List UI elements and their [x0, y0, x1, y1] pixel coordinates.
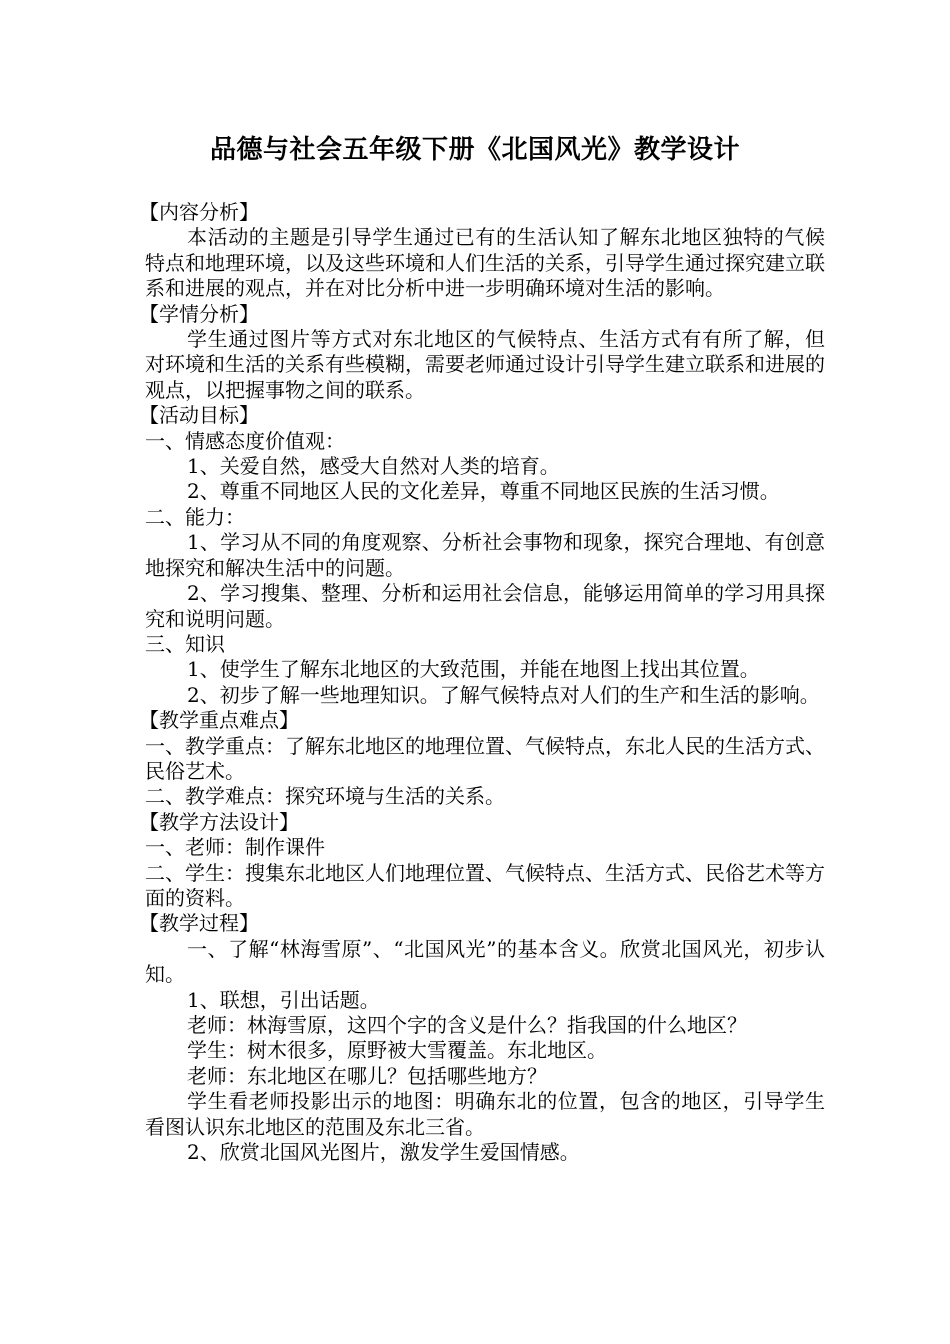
paragraph: 一、教学重点：了解东北地区的地理位置、气候特点，东北人民的生活方式、民俗艺术。 [145, 733, 825, 783]
paragraph: 老师：东北地区在哪儿？包括哪些地方？ [187, 1063, 547, 1088]
section-heading: 【教学方法设计】 [139, 809, 299, 834]
section-heading: 【学情分析】 [139, 301, 259, 326]
paragraph: 二、教学难点：探究环境与生活的关系。 [145, 784, 505, 809]
document-title: 品德与社会五年级下册《北国风光》教学设计 [209, 135, 740, 165]
paragraph: 学生看老师投影出示的地图：明确东北的位置，包含的地区，引导学生看图认识东北地区的范围及东北三省。 [145, 1089, 825, 1139]
paragraph: 学生：树木很多，原野被大雪覆盖。东北地区。 [187, 1038, 607, 1063]
paragraph: 1、联想，引出话题。 [187, 987, 380, 1012]
paragraph: 学生通过图片等方式对东北地区的气候特点、生活方式有有所了解，但对环境和生活的关系有些模糊，需要老师通过设计引导学生建立联系和进展的观点，以把握事物之间的联系。 [145, 327, 825, 402]
paragraph: 2、尊重不同地区人民的文化差异，尊重不同地区民族的生活习惯。 [187, 479, 780, 504]
paragraph: 2、欣赏北国风光图片，激发学生爱国情感。 [187, 1140, 580, 1165]
paragraph: 二、学生：搜集东北地区人们地理位置、气候特点、生活方式、民俗艺术等方面的资料。 [145, 860, 825, 910]
paragraph: 2、初步了解一些地理知识。了解气候特点对人们的生产和生活的影响。 [187, 682, 820, 707]
paragraph: 1、学习从不同的角度观察、分析社会事物和现象，探究合理地、有创意地探究和解决生活中的问题。 [145, 530, 825, 580]
paragraph: 一、情感态度价值观： [145, 428, 345, 453]
paragraph: 1、使学生了解东北地区的大致范围，并能在地图上找出其位置。 [187, 657, 760, 682]
document-body [139, 200, 825, 1165]
paragraph: 一、老师：制作课件 [145, 835, 325, 860]
section-heading: 【教学重点难点】 [139, 708, 299, 733]
paragraph: 2、学习搜集、整理、分析和运用社会信息，能够运用简单的学习用具探究和说明问题。 [145, 581, 825, 631]
section-heading: 【内容分析】 [139, 200, 259, 224]
paragraph: 老师：林海雪原，这四个字的含义是什么？指我国的什么地区？ [187, 1013, 747, 1037]
paragraph: 三、知识 [145, 631, 225, 656]
paragraph: 1、关爱自然，感受大自然对人类的培育。 [187, 454, 560, 479]
paragraph: 二、能力： [145, 504, 245, 529]
paragraph: 一、了解“林海雪原”、“北国风光”的基本含义。欣赏北国风光，初步认知。 [145, 936, 825, 987]
paragraph: 本活动的主题是引导学生通过已有的生活认知了解东北地区独特的气候特点和地理环境，以及这些环境和人们生活的关系，引导学生通过探究建立联系和进展的观点，并在对比分析中进一步明确环境对生活的影响。 [145, 225, 825, 301]
section-heading: 【教学过程】 [139, 911, 259, 936]
section-heading: 【活动目标】 [139, 403, 259, 428]
